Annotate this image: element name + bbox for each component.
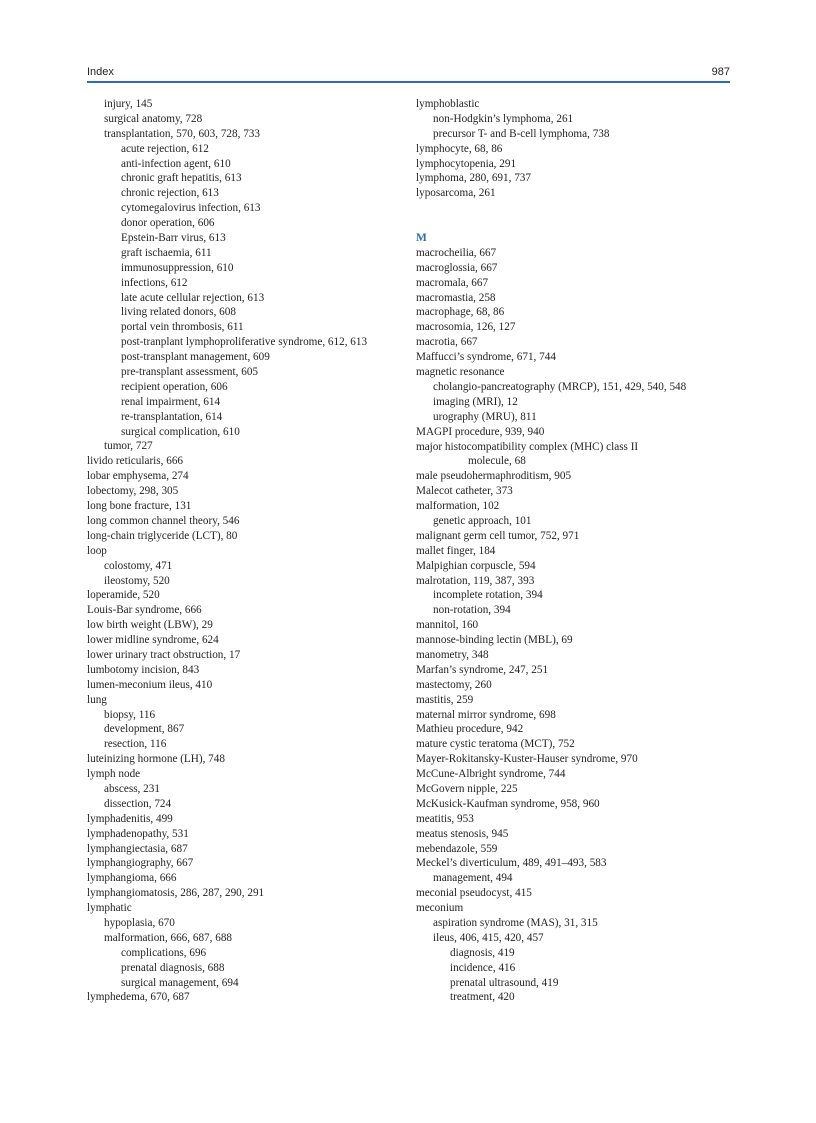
index-entry: Maffucci’s syndrome, 671, 744 [416, 351, 556, 364]
index-entry: lymphadenitis, 499 [87, 812, 173, 825]
index-entry: Meckel’s diverticulum, 489, 491–493, 583 [416, 857, 607, 870]
index-entry: macrosomia, 126, 127 [416, 321, 516, 334]
header-rule [87, 81, 730, 83]
index-entry: Marfan’s syndrome, 247, 251 [416, 663, 549, 676]
index-subentry: post-tranplant lymphoproliferative syndrome, 612, 613 [121, 336, 368, 349]
index-subentry: post-transplant management, 609 [121, 351, 270, 364]
index-subentry: transplantation, 570, 603, 728, 733 [104, 127, 260, 140]
index-entry: lumbotomy incision, 843 [87, 663, 200, 676]
index-subentry: ileostomy, 520 [104, 574, 170, 587]
index-entry: mannitol, 160 [416, 619, 479, 632]
index-column-left [87, 97, 417, 1005]
index-entry: long-chain triglyceride (LCT), 80 [87, 529, 238, 542]
index-entry: malrotation, 119, 387, 393 [416, 574, 535, 587]
index-subentry: diagnosis, 419 [450, 946, 515, 959]
index-subentry: pre-transplant assessment, 605 [121, 366, 259, 379]
index-entry: lymphocytopenia, 291 [416, 157, 517, 170]
index-entry: lymphoblastic [416, 98, 480, 110]
index-subentry: renal impairment, 614 [121, 395, 221, 408]
index-entry: lymphangiography, 667 [87, 857, 194, 870]
index-entry: mastitis, 259 [416, 693, 474, 706]
index-entry: major histocompatibility complex (MHC) class II [416, 440, 639, 453]
index-entry: lumen-meconium ileus, 410 [87, 678, 213, 691]
index-subentry: prenatal ultrasound, 419 [450, 976, 559, 989]
index-entry: mastectomy, 260 [416, 678, 492, 691]
index-entry: malignant germ cell tumor, 752, 971 [416, 529, 580, 542]
index-subentry: colostomy, 471 [104, 559, 173, 572]
index-subentry: surgical anatomy, 728 [104, 112, 203, 125]
index-subentry: aspiration syndrome (MAS), 31, 315 [433, 917, 598, 929]
index-subentry: incidence, 416 [450, 961, 516, 974]
index-subentry: chronic rejection, 613 [121, 187, 219, 200]
index-entry: lower midline syndrome, 624 [87, 634, 219, 647]
index-entry: meatus stenosis, 945 [416, 827, 509, 840]
index-entry: macromastia, 258 [416, 291, 496, 304]
index-entry: mannose-binding lectin (MBL), 69 [416, 634, 573, 647]
section-title: Index [87, 66, 114, 78]
index-entry: loop [87, 544, 107, 557]
index-entry: meconial pseudocyst, 415 [416, 887, 532, 900]
index-subentry: imaging (MRI), 12 [433, 395, 518, 408]
index-subentry: non-rotation, 394 [433, 604, 511, 617]
index-entry: loperamide, 520 [87, 589, 160, 602]
index-entry: lymphedema, 670, 687 [87, 991, 190, 1004]
index-subentry: precursor T- and B-cell lymphoma, 738 [433, 127, 610, 140]
index-entry: lymphadenopathy, 531 [87, 827, 189, 840]
index-entry: lymphocyte, 68, 86 [416, 142, 503, 155]
index-entry: magnetic resonance [416, 366, 505, 379]
index-subentry: living related donors, 608 [121, 306, 236, 319]
index-entry: mallet finger, 184 [416, 544, 496, 557]
index-entry: livido reticularis, 666 [87, 455, 184, 468]
index-subentry: biopsy, 116 [104, 708, 156, 721]
index-entry: mebendazole, 559 [416, 842, 498, 855]
index-subentry: ileus, 406, 415, 420, 457 [433, 931, 544, 944]
index-entry: macrophage, 68, 86 [416, 306, 505, 319]
index-entry: lymphangiectasia, 687 [87, 842, 188, 855]
index-subentry: anti-infection agent, 610 [121, 157, 231, 170]
index-subentry: graft ischaemia, 611 [121, 246, 212, 259]
index-subentry: incomplete rotation, 394 [433, 589, 543, 602]
index-entry: luteinizing hormone (LH), 748 [87, 753, 225, 766]
index-entry: lymph node [87, 768, 141, 781]
index-entry: Malecot catheter, 373 [416, 485, 513, 498]
index-entry: macrotia, 667 [416, 336, 478, 349]
index-subentry: prenatal diagnosis, 688 [121, 961, 225, 974]
index-subentry: malformation, 666, 687, 688 [104, 931, 233, 944]
index-entry: maternal mirror syndrome, 698 [416, 708, 556, 721]
index-entry: McCune-Albright syndrome, 744 [416, 768, 566, 781]
index-entry: lobectomy, 298, 305 [87, 485, 179, 498]
index-subentry: treatment, 420 [450, 991, 515, 1004]
index-subentry: surgical management, 694 [121, 976, 239, 989]
index-entry: macromala, 667 [416, 276, 489, 289]
index-subentry: surgical complication, 610 [121, 425, 240, 438]
index-entry: meatitis, 953 [416, 812, 474, 825]
index-column-right [416, 97, 736, 1005]
index-entry: lyposarcoma, 261 [416, 187, 496, 200]
index-entry: meconium [416, 902, 464, 915]
index-entry: Malpighian corpuscle, 594 [416, 559, 536, 572]
index-subentry: tumor, 727 [104, 440, 153, 453]
index-subentry: abscess, 231 [104, 782, 160, 795]
index-entry: malformation, 102 [416, 500, 500, 513]
index-subentry: recipient operation, 606 [121, 380, 228, 393]
index-subentry: management, 494 [433, 872, 513, 885]
index-entry: low birth weight (LBW), 29 [87, 619, 213, 632]
index-subentry: re-transplantation, 614 [121, 410, 223, 423]
index-subentry: complications, 696 [121, 946, 207, 959]
index-subentry: donor operation, 606 [121, 217, 215, 230]
index-subentry: chronic graft hepatitis, 613 [121, 172, 242, 185]
index-subentry: late acute cellular rejection, 613 [121, 291, 265, 304]
index-subentry: Epstein-Barr virus, 613 [121, 232, 226, 245]
index-subentry: infections, 612 [121, 276, 188, 289]
index-entry: long bone fracture, 131 [87, 500, 192, 513]
index-entry: Mayer-Rokitansky-Kuster-Hauser syndrome, 970 [416, 753, 638, 766]
index-subentry: acute rejection, 612 [121, 142, 209, 155]
index-subentry: genetic approach, 101 [433, 514, 532, 527]
index-subentry: hypoplasia, 670 [104, 916, 175, 929]
index-entry: manometry, 348 [416, 648, 489, 661]
index-entry-continuation: molecule, 68 [468, 455, 526, 468]
index-subentry: cytomegalovirus infection, 613 [121, 202, 261, 215]
index-entry: male pseudohermaphroditism, 905 [416, 470, 572, 483]
index-entry: lobar emphysema, 274 [87, 470, 189, 483]
index-entry: McKusick-Kaufman syndrome, 958, 960 [416, 797, 600, 810]
index-entry: macroglossia, 667 [416, 261, 498, 274]
index-entry: lower urinary tract obstruction, 17 [87, 648, 241, 661]
index-entry: lymphatic [87, 902, 132, 915]
index-subentry: development, 867 [104, 723, 185, 736]
index-subentry: injury, 145 [104, 98, 153, 110]
section-letter-heading: M [416, 232, 427, 245]
index-entry: lymphoma, 280, 691, 737 [416, 172, 531, 185]
index-subentry: immunosuppression, 610 [121, 261, 234, 274]
index-entry: lymphangiomatosis, 286, 287, 290, 291 [87, 887, 265, 900]
index-entry: lung [87, 693, 107, 706]
running-header [87, 66, 730, 82]
page-number: 987 [711, 66, 730, 78]
index-entry: Mathieu procedure, 942 [416, 723, 524, 736]
index-entry: long common channel theory, 546 [87, 514, 240, 527]
section-gap [416, 201, 736, 231]
index-subentry: non-Hodgkin’s lymphoma, 261 [433, 112, 574, 125]
index-subentry: urography (MRU), 811 [433, 410, 537, 423]
index-subentry: dissection, 724 [104, 797, 172, 810]
index-subentry: portal vein thrombosis, 611 [121, 321, 244, 334]
index-subentry: cholangio-pancreatography (MRCP), 151, 429, 540, 548 [433, 380, 687, 393]
index-entry: McGovern nipple, 225 [416, 782, 518, 795]
index-subentry: resection, 116 [104, 738, 167, 751]
index-entry: Louis-Bar syndrome, 666 [87, 604, 202, 617]
index-entry: mature cystic teratoma (MCT), 752 [416, 738, 575, 751]
index-entry: lymphangioma, 666 [87, 872, 177, 885]
index-entry: macrocheilia, 667 [416, 246, 497, 259]
index-entry: MAGPI procedure, 939, 940 [416, 425, 545, 438]
